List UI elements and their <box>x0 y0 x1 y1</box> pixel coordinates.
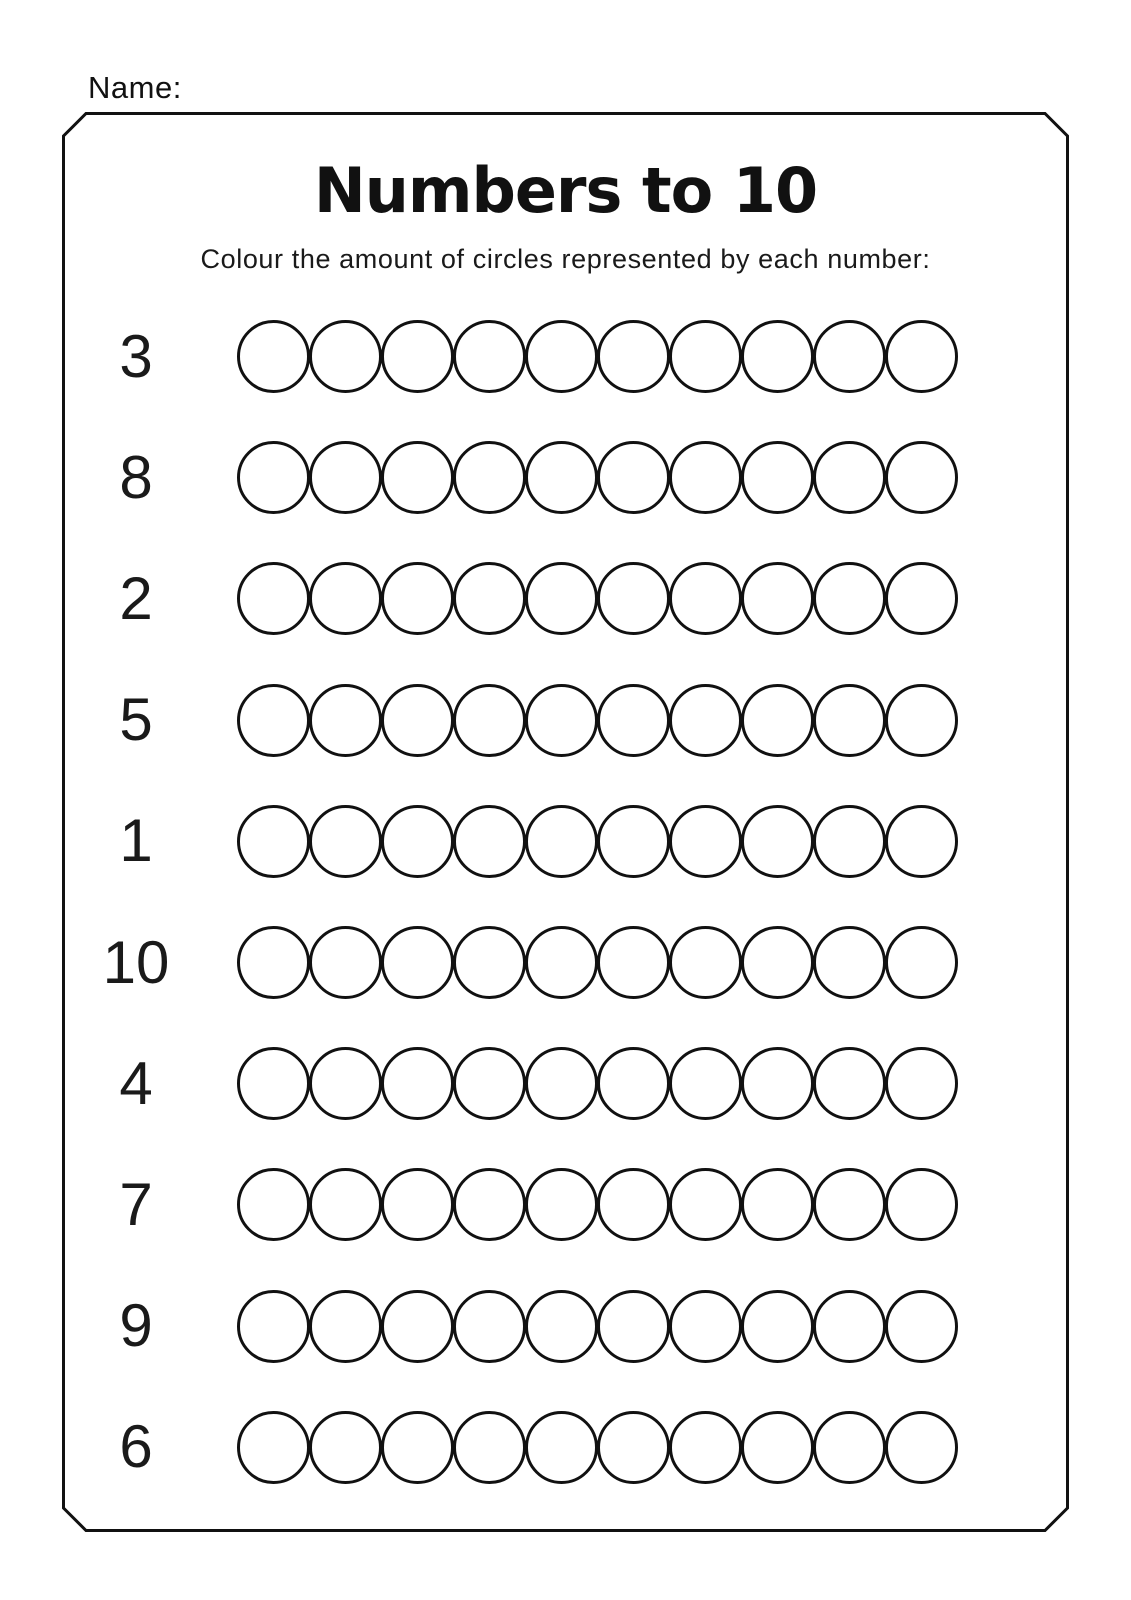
colour-circle[interactable] <box>381 562 454 635</box>
colour-circle[interactable] <box>309 926 382 999</box>
colour-circle[interactable] <box>525 684 598 757</box>
colour-circle[interactable] <box>453 441 526 514</box>
colour-circle[interactable] <box>885 1168 958 1241</box>
colour-circle[interactable] <box>813 441 886 514</box>
colour-circle[interactable] <box>453 1411 526 1484</box>
colour-circle[interactable] <box>669 684 742 757</box>
colour-circle[interactable] <box>885 320 958 393</box>
row-number-label: 1 <box>119 807 153 875</box>
colour-circle[interactable] <box>309 684 382 757</box>
colour-circle[interactable] <box>237 1290 310 1363</box>
colour-circle[interactable] <box>597 926 670 999</box>
colour-circle[interactable] <box>237 1168 310 1241</box>
colour-circle[interactable] <box>597 441 670 514</box>
colour-circle[interactable] <box>381 441 454 514</box>
colour-circle[interactable] <box>597 805 670 878</box>
colour-circle[interactable] <box>885 1411 958 1484</box>
colour-circle[interactable] <box>669 1411 742 1484</box>
circles-group <box>237 1168 957 1241</box>
worksheet-row <box>62 1144 1069 1265</box>
colour-circle[interactable] <box>741 562 814 635</box>
colour-circle[interactable] <box>669 1168 742 1241</box>
circles-group <box>237 805 957 878</box>
row-number-label: 9 <box>119 1292 153 1360</box>
colour-circle[interactable] <box>237 926 310 999</box>
colour-circle[interactable] <box>381 320 454 393</box>
colour-circle[interactable] <box>525 805 598 878</box>
colour-circle[interactable] <box>885 684 958 757</box>
worksheet-row <box>62 417 1069 538</box>
colour-circle[interactable] <box>885 926 958 999</box>
colour-circle[interactable] <box>813 684 886 757</box>
circles-group <box>237 1411 957 1484</box>
row-number-label: 10 <box>102 928 170 996</box>
colour-circle[interactable] <box>237 1411 310 1484</box>
colour-circle[interactable] <box>669 441 742 514</box>
colour-circle[interactable] <box>381 1168 454 1241</box>
colour-circle[interactable] <box>237 684 310 757</box>
colour-circle[interactable] <box>381 684 454 757</box>
colour-circle[interactable] <box>309 562 382 635</box>
circles-group <box>237 926 957 999</box>
row-number-label: 6 <box>119 1413 153 1481</box>
worksheet-row <box>62 538 1069 659</box>
colour-circle[interactable] <box>381 1047 454 1120</box>
colour-circle[interactable] <box>309 441 382 514</box>
colour-circle[interactable] <box>237 320 310 393</box>
rows-container <box>62 296 1069 1508</box>
colour-circle[interactable] <box>885 1047 958 1120</box>
colour-circle[interactable] <box>813 805 886 878</box>
circles-group <box>237 684 957 757</box>
colour-circle[interactable] <box>597 1168 670 1241</box>
circles-group <box>237 1290 957 1363</box>
colour-circle[interactable] <box>309 1411 382 1484</box>
circles-group <box>237 320 957 393</box>
colour-circle[interactable] <box>813 1290 886 1363</box>
colour-circle[interactable] <box>741 1168 814 1241</box>
colour-circle[interactable] <box>525 441 598 514</box>
circles-group <box>237 562 957 635</box>
colour-circle[interactable] <box>309 1290 382 1363</box>
colour-circle[interactable] <box>741 1290 814 1363</box>
colour-circle[interactable] <box>237 562 310 635</box>
colour-circle[interactable] <box>597 1290 670 1363</box>
worksheet-row <box>62 1023 1069 1144</box>
colour-circle[interactable] <box>813 1411 886 1484</box>
row-number-label: 8 <box>119 443 153 511</box>
colour-circle[interactable] <box>885 805 958 878</box>
colour-circle[interactable] <box>309 805 382 878</box>
colour-circle[interactable] <box>669 805 742 878</box>
colour-circle[interactable] <box>597 1411 670 1484</box>
colour-circle[interactable] <box>597 320 670 393</box>
colour-circle[interactable] <box>741 684 814 757</box>
colour-circle[interactable] <box>309 320 382 393</box>
colour-circle[interactable] <box>381 805 454 878</box>
colour-circle[interactable] <box>885 562 958 635</box>
colour-circle[interactable] <box>597 684 670 757</box>
worksheet-row <box>62 781 1069 902</box>
colour-circle[interactable] <box>741 805 814 878</box>
colour-circle[interactable] <box>741 1047 814 1120</box>
colour-circle[interactable] <box>381 926 454 999</box>
circles-group <box>237 1047 957 1120</box>
colour-circle[interactable] <box>237 805 310 878</box>
worksheet-title: Numbers to 10 <box>313 154 818 227</box>
worksheet-row <box>62 660 1069 781</box>
colour-circle[interactable] <box>741 441 814 514</box>
colour-circle[interactable] <box>669 926 742 999</box>
colour-circle[interactable] <box>813 926 886 999</box>
colour-circle[interactable] <box>813 320 886 393</box>
colour-circle[interactable] <box>525 1168 598 1241</box>
colour-circle[interactable] <box>669 1047 742 1120</box>
colour-circle[interactable] <box>453 320 526 393</box>
colour-circle[interactable] <box>813 562 886 635</box>
colour-circle[interactable] <box>741 320 814 393</box>
row-number-label: 5 <box>119 686 153 754</box>
colour-circle[interactable] <box>237 1047 310 1120</box>
colour-circle[interactable] <box>453 684 526 757</box>
worksheet-row <box>62 1266 1069 1387</box>
worksheet-row <box>62 1387 1069 1508</box>
colour-circle[interactable] <box>453 1290 526 1363</box>
colour-circle[interactable] <box>741 1411 814 1484</box>
colour-circle[interactable] <box>453 805 526 878</box>
row-number-label: 4 <box>119 1049 153 1117</box>
circles-group <box>237 441 957 514</box>
colour-circle[interactable] <box>237 441 310 514</box>
colour-circle[interactable] <box>669 562 742 635</box>
colour-circle[interactable] <box>525 926 598 999</box>
colour-circle[interactable] <box>885 1290 958 1363</box>
colour-circle[interactable] <box>453 1047 526 1120</box>
colour-circle[interactable] <box>885 441 958 514</box>
name-label: Name: <box>88 70 182 105</box>
worksheet-frame <box>62 112 1069 1532</box>
colour-circle[interactable] <box>453 1168 526 1241</box>
colour-circle[interactable] <box>453 562 526 635</box>
colour-circle[interactable] <box>669 320 742 393</box>
colour-circle[interactable] <box>813 1047 886 1120</box>
colour-circle[interactable] <box>669 1290 742 1363</box>
worksheet-row <box>62 902 1069 1023</box>
colour-circle[interactable] <box>525 1047 598 1120</box>
colour-circle[interactable] <box>597 1047 670 1120</box>
colour-circle[interactable] <box>381 1290 454 1363</box>
worksheet-row <box>62 296 1069 417</box>
colour-circle[interactable] <box>525 562 598 635</box>
colour-circle[interactable] <box>741 926 814 999</box>
colour-circle[interactable] <box>597 562 670 635</box>
row-number-label: 2 <box>119 564 153 632</box>
colour-circle[interactable] <box>309 1168 382 1241</box>
row-number-label: 3 <box>119 322 153 390</box>
row-number-label: 7 <box>119 1170 153 1238</box>
worksheet-instruction: Colour the amount of circles represented by each number: <box>200 244 931 274</box>
colour-circle[interactable] <box>525 1411 598 1484</box>
colour-circle[interactable] <box>813 1168 886 1241</box>
colour-circle[interactable] <box>381 1411 454 1484</box>
colour-circle[interactable] <box>525 320 598 393</box>
colour-circle[interactable] <box>309 1047 382 1120</box>
colour-circle[interactable] <box>525 1290 598 1363</box>
colour-circle[interactable] <box>453 926 526 999</box>
